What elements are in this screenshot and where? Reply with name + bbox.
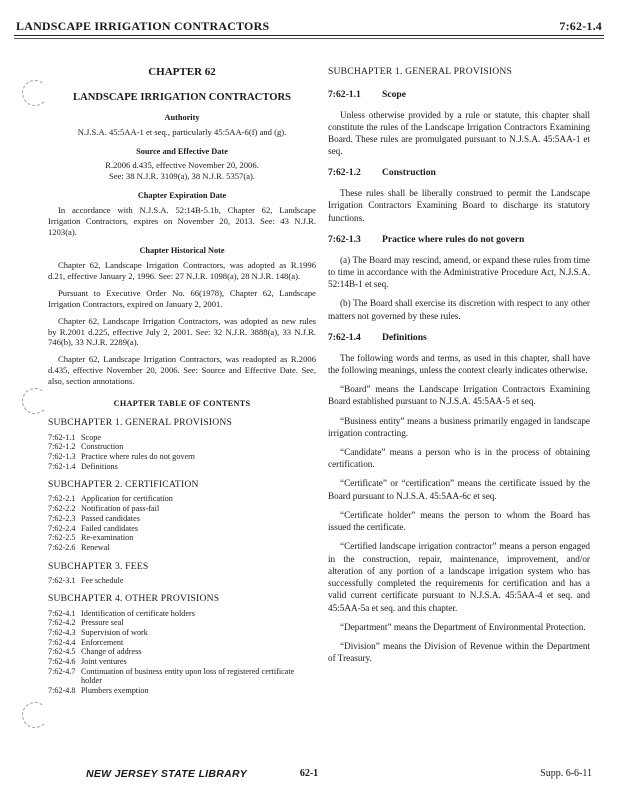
toc-entry-number: 7:62-1.2: [48, 442, 76, 452]
section-text: The following words and terms, as used in this chapter, shall have the following meanings, unless the context clearly indicates otherwise.: [328, 352, 590, 375]
toc-entry: [48, 647, 316, 657]
definition-paragraph: “Certificate” or “certification” means the certificate issued by the Board pursuant to N.J.S.A. 45:5AA-6c et seq.: [328, 478, 590, 501]
toc-entry: [48, 667, 316, 686]
toc-entry-title: Application for certification: [81, 494, 173, 504]
punch-hole-mark: [22, 80, 48, 106]
toc-entry-title: Change of address: [81, 647, 142, 657]
source-text: R.2006 d.435, effective November 20, 2006. See: 38 N.J.R. 3109(a), 38 N.J.R. 5357(a).: [105, 160, 259, 182]
toc-entry-title: Joint ventures: [81, 656, 127, 666]
table-of-contents: [48, 417, 316, 695]
punch-hole-mark: [22, 702, 48, 728]
toc-entry: [48, 462, 316, 472]
definition-paragraph: “Department” means the Department of Environmental Protection.: [340, 621, 586, 632]
toc-entry-number: 7:62-2.1: [48, 494, 76, 504]
section-text: (a) The Board may rescind, amend, or expand these rules from time to time in accordance with the Administrative Procedure Act, N.J.S.A. 52:14B-1 et seq.: [328, 254, 590, 290]
toc-entry: [48, 686, 316, 696]
expiration-heading: Chapter Expiration Date: [137, 191, 227, 201]
toc-entry-title: Identification of certificate holders: [81, 608, 195, 618]
page-number: 62-1: [299, 768, 319, 779]
toc-entry-title: Failed candidates: [81, 523, 139, 533]
toc-entry: [48, 533, 316, 543]
toc-entry-title: Notification of pass-fail: [81, 504, 160, 514]
header-section-number: 7:62-1.4: [559, 19, 602, 33]
definition-paragraph: “Division” means the Division of Revenue within the Department of Treasury.: [328, 641, 590, 664]
section-text: (b) The Board shall exercise its discretion with respect to any other matters not governed by these rules.: [328, 298, 590, 321]
toc-entry: [48, 618, 316, 628]
toc-entry-number: 7:62-4.6: [48, 656, 76, 666]
toc-entry: [48, 576, 316, 586]
toc-entry-number: 7:62-4.8: [48, 685, 76, 695]
source-heading: Source and Effective Date: [136, 146, 228, 156]
history-paragraph: Chapter 62, Landscape Irrigation Contractors, was readopted as R.2006 d.435, effective November 20, 2006. See: Source and Effective Date. See, also, section annotations.: [48, 354, 316, 387]
toc-entry-title: Pressure seal: [81, 618, 124, 628]
expiration-text: In accordance with N.J.S.A. 52:14B-5.1b, Chapter 62, Landscape Irrigation Contractors, expires on November 20, 2013. See: 43 N.J.R. 1203(a).: [48, 204, 316, 237]
definition-paragraph: “Candidate” means a person who is in the process of obtaining certification.: [328, 446, 590, 470]
toc-entry-number: 7:62-3.1: [48, 575, 76, 585]
section-heading: 7:62-1.3 Practice where rules do not govern: [328, 233, 525, 245]
authority-heading: Authority: [164, 113, 200, 123]
supplement-date: Supp. 6-6-11: [540, 768, 592, 779]
left-column: [48, 66, 316, 696]
header-rule-thin: [14, 38, 604, 39]
toc-entry-number: 7:62-4.7: [48, 666, 76, 676]
toc-entry-title: Renewal: [81, 542, 110, 552]
definition-paragraph: “Certificate holder” means the person to whom the Board has issued the certificate.: [328, 509, 590, 533]
toc-entry-title: Plumbers exemption: [81, 685, 149, 695]
toc-entry-title: Definitions: [81, 461, 118, 471]
toc-entry-title: Fee schedule: [81, 575, 124, 585]
definition-paragraph: “Board” means the Landscape Irrigation Contractors Examining Board established pursuant to N.J.S.A. 45:5AA-5 et seq.: [328, 384, 590, 407]
toc-subchapter-heading: SUBCHAPTER 4. OTHER PROVISIONS: [48, 593, 220, 605]
toc-entry-number: 7:62-2.6: [48, 542, 76, 552]
section-heading: 7:62-1.2 Construction: [328, 167, 436, 179]
toc-entry-number: 7:62-4.4: [48, 637, 76, 647]
toc-entry-number: 7:62-4.3: [48, 627, 76, 637]
toc-entry-number: 7:62-4.5: [48, 647, 76, 657]
toc-entry: [48, 452, 316, 462]
history-paragraph: Pursuant to Executive Order No. 66(1978), Chapter 62, Landscape Irrigation Contractors, expired on January 2, 2001.: [48, 287, 316, 309]
toc-entry: [48, 609, 316, 619]
toc-subchapter-heading: SUBCHAPTER 1. GENERAL PROVISIONS: [48, 417, 233, 429]
toc-entry-title: Construction: [81, 442, 124, 452]
toc-entry: [48, 524, 316, 534]
definition-paragraph: “Certified landscape irrigation contractor” means a person engaged in the construction, repair, maintenance, improvement, and/or alteration of any portion of a landscape irrigation system who has successfully completed the requirements for certification and has a valid current certificate pursuant to N.J.S.A. 45:5AA-4 et seq. and 45:5AA-5a et seq. and this chapter.: [328, 541, 590, 613]
toc-entry-number: 7:62-1.4: [48, 461, 76, 471]
page-footer: [16, 768, 602, 786]
toc-entry-number: 7:62-2.4: [48, 523, 76, 533]
toc-entry-title: Scope: [81, 432, 102, 442]
library-stamp: NEW JERSEY STATE LIBRARY: [86, 768, 248, 780]
toc-entry-number: 7:62-4.2: [48, 618, 76, 628]
chapter-number: CHAPTER 62: [148, 66, 216, 78]
subchapter-heading: SUBCHAPTER 1. GENERAL PROVISIONS: [328, 66, 513, 77]
toc-entry: [48, 543, 316, 553]
running-header: [16, 14, 602, 34]
toc-entry: [48, 628, 316, 638]
toc-entry-number: 7:62-1.3: [48, 451, 76, 461]
header-title: LANDSCAPE IRRIGATION CONTRACTORS: [16, 19, 270, 33]
section-text: Unless otherwise provided by a rule or statute, this chapter shall constitute the rules of the Landscape Irrigation Contractors Examining Board. These rules are promulgated pursuant to N.J.S.A. 45:5AA-1 et seq.: [328, 109, 590, 157]
toc-title: CHAPTER TABLE OF CONTENTS: [113, 399, 251, 409]
toc-entry-title: Re-examination: [81, 533, 134, 543]
history-heading: Chapter Historical Note: [139, 246, 225, 256]
toc-entry-title: Continuation of business entity upon loss of registered certificate holder: [81, 666, 295, 686]
chapter-title: LANDSCAPE IRRIGATION CONTRACTORS: [73, 91, 291, 103]
toc-entry: [48, 638, 316, 648]
toc-entry: [48, 514, 316, 524]
toc-entry: [48, 494, 316, 504]
toc-entry-title: Practice where rules do not govern: [81, 451, 195, 461]
right-column: [328, 66, 590, 671]
history-paragraph: Chapter 62, Landscape Irrigation Contractors, was adopted as new rules by R.2001 d.225, effective July 2, 2001. See: 32 N.J.R. 3888(a), 33 N.J.R. 746(b), 33 N.J.R. 2289(a).: [48, 315, 316, 348]
toc-entry-number: 7:62-1.1: [48, 432, 76, 442]
toc-entry-number: 7:62-2.2: [48, 504, 76, 514]
toc-entry-number: 7:62-4.1: [48, 608, 76, 618]
toc-entry: [48, 433, 316, 443]
section-heading: 7:62-1.1 Scope: [328, 88, 406, 100]
authority-text: N.J.S.A. 45:5AA-1 et seq., particularly 45:5AA-6(f) and (g).: [77, 126, 287, 137]
definition-paragraph: “Business entity” means a business primarily engaged in landscape irrigation contracting.: [328, 415, 590, 438]
header-rule: [14, 35, 604, 36]
toc-entry-title: Supervision of work: [81, 627, 148, 637]
section-text: These rules shall be liberally construed to permit the Landscape Irrigation Contractors Examining Board to discharge its statutory functions.: [328, 188, 590, 223]
toc-subchapter-heading: SUBCHAPTER 2. CERTIFICATION: [48, 479, 199, 491]
toc-entry: [48, 504, 316, 514]
toc-entry: [48, 442, 316, 452]
punch-hole-mark: [22, 388, 48, 414]
toc-entry-number: 7:62-2.5: [48, 533, 76, 543]
toc-entry-number: 7:62-2.3: [48, 513, 76, 523]
toc-entry-title: Enforcement: [81, 637, 124, 647]
toc-entry-title: Passed candidates: [81, 513, 140, 523]
definitions-list: [328, 383, 590, 664]
toc-subchapter-heading: SUBCHAPTER 3. FEES: [48, 560, 149, 572]
section-heading: 7:62-1.4 Definitions: [328, 331, 427, 343]
history-paragraph: Chapter 62, Landscape Irrigation Contractors, was adopted as R.1996 d.21, effective January 2, 1996. See: 27 N.J.R. 1098(a), 28 N.J.R. 148(a).: [48, 259, 316, 281]
toc-entry: [48, 657, 316, 667]
